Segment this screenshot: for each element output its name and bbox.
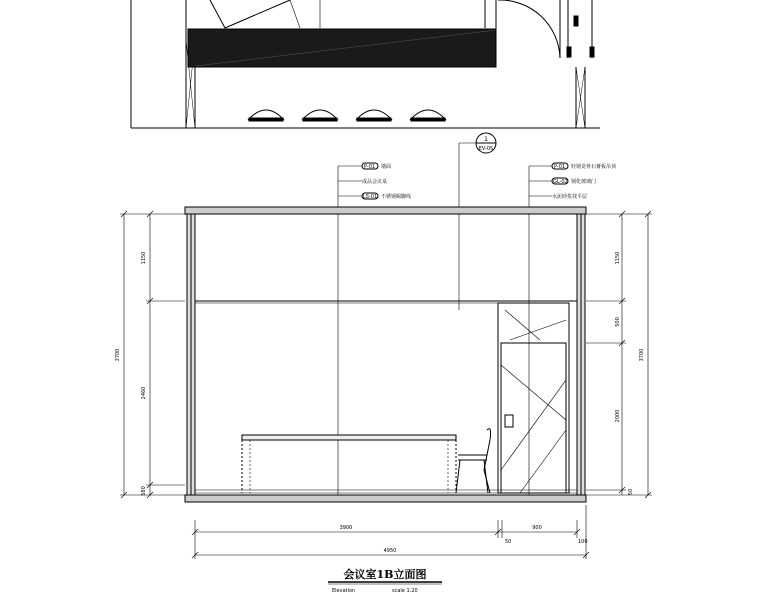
callout-right-text-3: 水泥砂浆找平层 bbox=[552, 194, 588, 200]
callout-right-tag-2: GL-02 bbox=[553, 179, 568, 185]
callout-left-text-1: 墙面 bbox=[381, 164, 392, 170]
title-block bbox=[328, 567, 442, 594]
dims-bottom bbox=[192, 505, 589, 559]
dims-left bbox=[115, 211, 185, 498]
dim-right-3: 2000 bbox=[615, 409, 621, 423]
dim-right-1: 1150 bbox=[615, 251, 621, 265]
dim-left-1: 1150 bbox=[141, 251, 147, 265]
upper-chairs bbox=[248, 110, 446, 121]
dim-right-total: 3700 bbox=[639, 348, 645, 362]
dim-left-3: 580 bbox=[141, 486, 147, 496]
callout-left-tag-3: LS-01 bbox=[363, 194, 378, 200]
chair bbox=[456, 429, 491, 493]
callout-left-tag-1: P-01 bbox=[364, 164, 376, 170]
dim-bottom-1: 3900 bbox=[339, 525, 353, 531]
drawing-subtitle-left: Elevation bbox=[332, 588, 356, 594]
section-marker-number: 1 bbox=[484, 136, 488, 143]
dim-right-4: 50 bbox=[628, 488, 634, 496]
glass-door bbox=[498, 303, 569, 493]
callout-right-text-2: 钢化玻璃门 bbox=[571, 179, 597, 185]
elevation-frame bbox=[185, 207, 586, 502]
dim-bottom-small-2: 100 bbox=[578, 539, 588, 545]
dims-right bbox=[586, 211, 652, 498]
section-marker-sheet: EV-05 bbox=[478, 146, 494, 152]
drawing-subtitle-right: scale 1:20 bbox=[392, 588, 418, 594]
callout-right-text-1: 轻钢龙骨石膏板吊顶 bbox=[571, 164, 617, 170]
drawing-title: 会议室1B立面图 bbox=[343, 568, 427, 581]
callout-right-tag-1: P-01 bbox=[554, 164, 566, 170]
dim-bottom-total: 4950 bbox=[383, 548, 397, 554]
dim-bottom-2: 900 bbox=[532, 525, 542, 531]
conference-table bbox=[242, 435, 456, 493]
dim-right-2: 500 bbox=[615, 317, 621, 327]
dim-left-total: 3700 bbox=[115, 348, 121, 362]
dim-left-2: 2460 bbox=[141, 386, 147, 400]
callout-left-text-2: 成品会议桌 bbox=[362, 179, 388, 185]
section-marker bbox=[459, 133, 496, 310]
upper-plan-fragment bbox=[131, 0, 600, 128]
callout-left-text-3: 不锈钢踢脚线 bbox=[381, 194, 412, 200]
dim-bottom-small-1: 50 bbox=[505, 539, 512, 545]
